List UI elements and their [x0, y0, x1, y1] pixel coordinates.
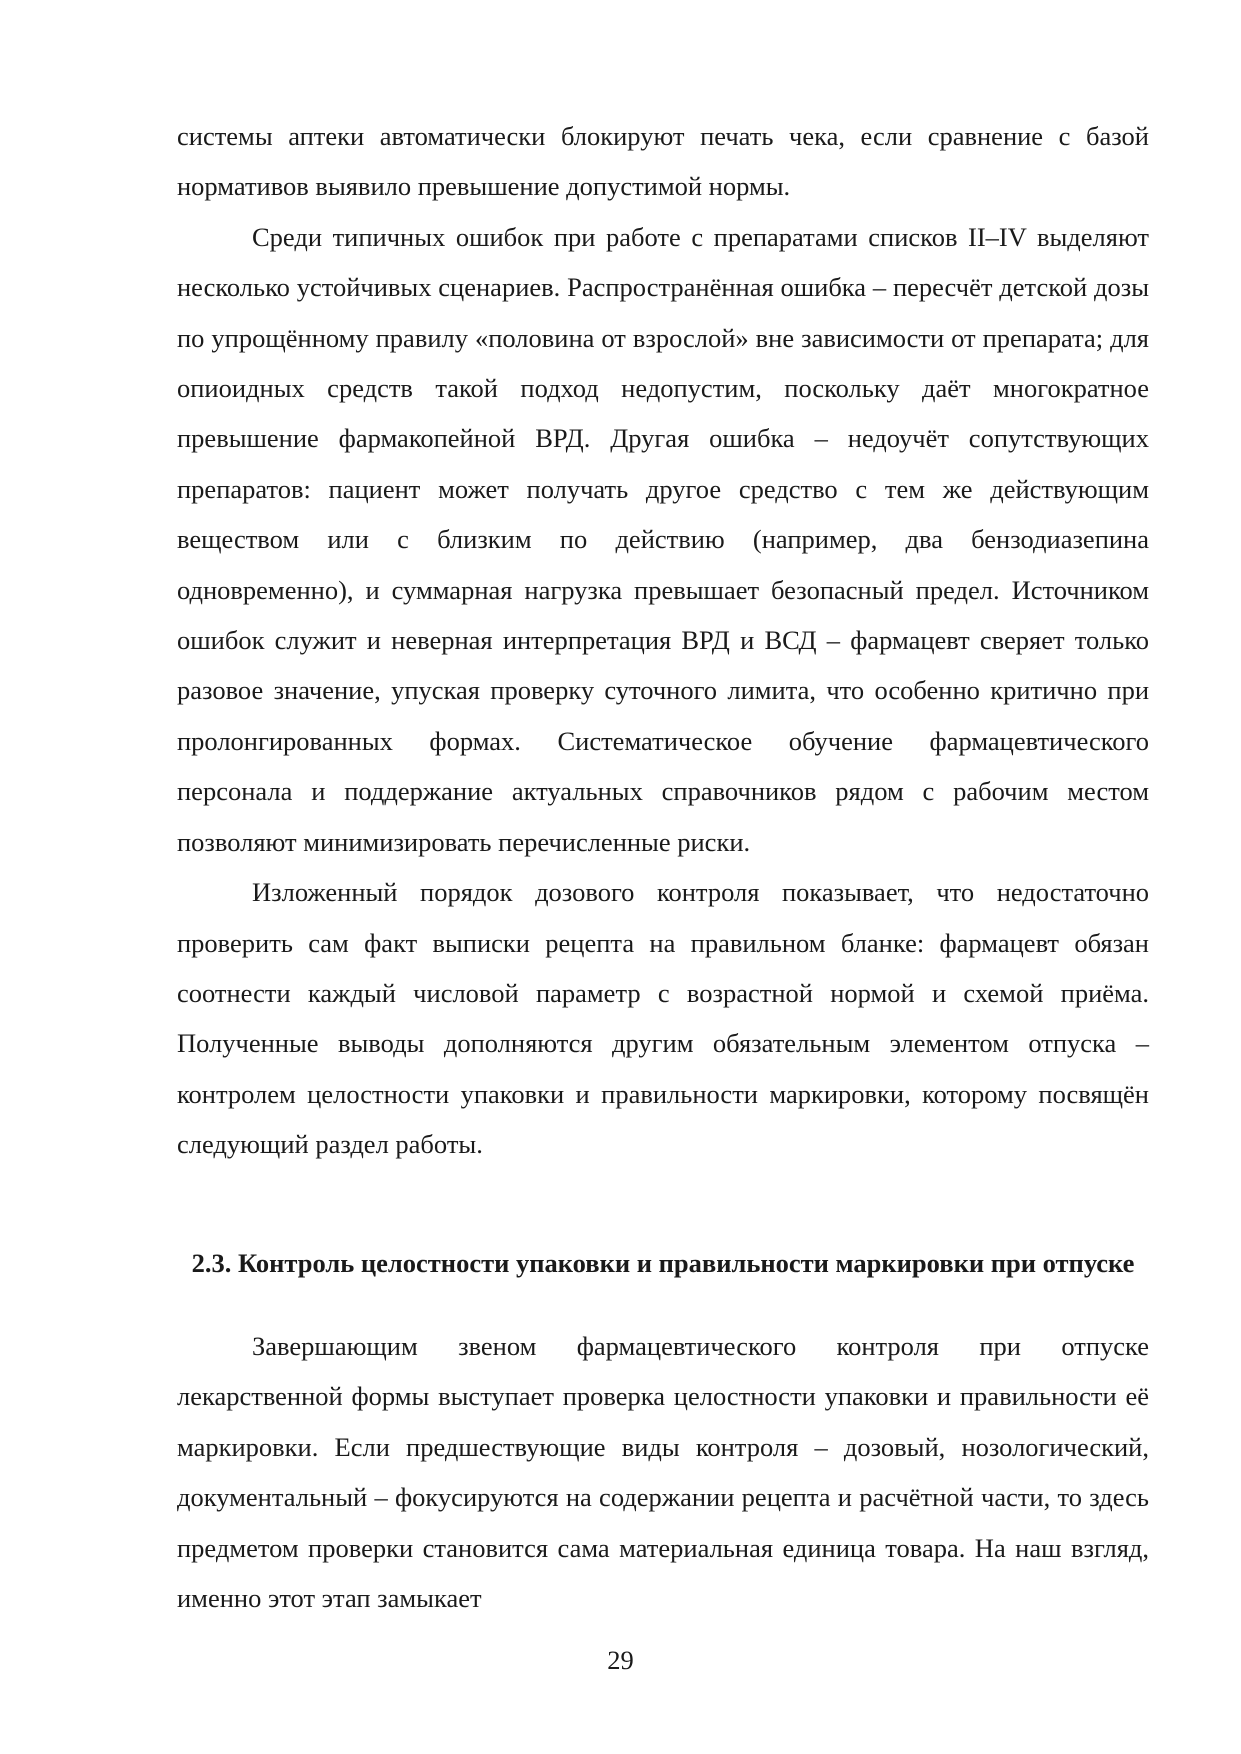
- body-text-top: [177, 111, 1149, 1170]
- paragraph-continuation: системы аптеки автоматически блокируют печать чека, если сравнение с базой нормативов выявило превышение допустимой нормы.: [177, 121, 1149, 202]
- body-text-bottom: [177, 1321, 1149, 1623]
- paragraph-typical-errors: Среди типичных ошибок при работе с препаратами списков II–IV выделяют несколько устойчивых сценариев. Распространённая ошибка – пересчёт детской дозы по упрощённому правилу «половина от взрослой» вне зависимости от препарата; для опиоидных средств такой подход недопустим, поскольку даёт многократное превышение фармакопейной ВРД. Другая ошибка – недоучёт сопутствующих препаратов: пациент может получать другое средство с тем же действующим веществом или с близким по действию (например, два бензодиазепина одновременно), и суммарная нагрузка превышает безопасный предел. Источником ошибок служит и неверная интерпретация ВРД и ВСД – фармацевт сверяет только разовое значение, упуская проверку суточного лимита, что особенно критично при пролонгированных формах. Систематическое обучение фармацевтического персонала и поддержание актуальных справочников рядом с рабочим местом позволяют минимизировать перечисленные риски.: [177, 221, 1149, 857]
- paragraph-conclusion: Изложенный порядок дозового контроля показывает, что недостаточно проверить сам факт выписки рецепта на правильном бланке: фармацевт обязан соотнести каждый числовой параметр с возрастной нормой и схемой приёма. Полученные выводы дополняются другим обязательным элементом отпуска – контролем целостности упаковки и правильности маркировки, которому посвящён следующий раздел работы.: [177, 877, 1149, 1160]
- section-heading: 2.3. Контроль целостности упаковки и правильности маркировки при отпуске: [191, 1248, 1135, 1278]
- paragraph-packaging-control: Завершающим звеном фармацевтического контроля при отпуске лекарственной формы выступает проверка целостности упаковки и правильности её маркировки. Если предшествующие виды контроля – дозовый, нозологический, документальный – фокусируются на содержании рецепта и расчётной части, то здесь предметом проверки становится сама материальная единица товара. На наш взгляд, именно этот этап замыкает: [177, 1331, 1149, 1614]
- page-number: 29: [607, 1645, 634, 1675]
